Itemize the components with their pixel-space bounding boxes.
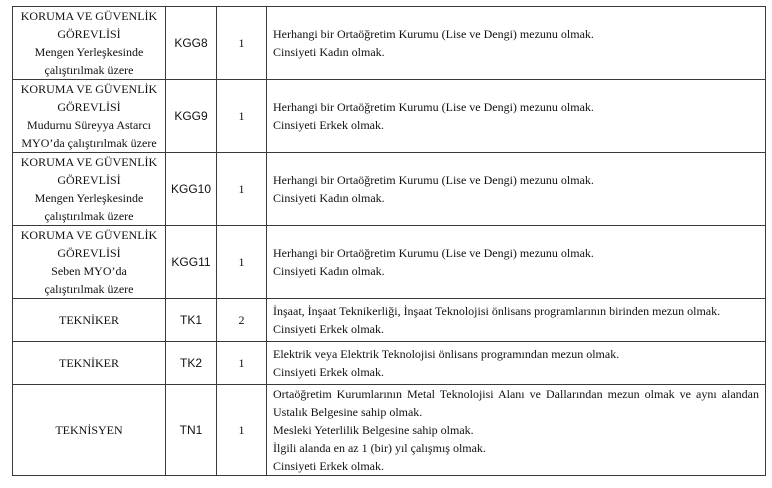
title-line: çalıştırılmak üzere	[44, 209, 134, 223]
position-code-cell: KGG8	[166, 7, 217, 80]
title-line: GÖREVLİSİ	[57, 27, 121, 41]
position-code-cell: TK2	[166, 342, 217, 385]
table-row	[13, 385, 766, 476]
position-title-cell	[13, 226, 166, 299]
title-line: çalıştırılmak üzere	[44, 63, 134, 77]
position-title-cell	[13, 342, 166, 385]
title-line: GÖREVLİSİ	[57, 246, 121, 260]
position-title-cell	[13, 153, 166, 226]
requirement-line: İnşaat, İnşaat Teknikerliği, İnşaat Teknolojisi önlisans programlarının birinden mezun olmak.	[273, 304, 721, 318]
position-code-cell: KGG10	[166, 153, 217, 226]
requirement-line: Mesleki Yeterlilik Belgesine sahip olmak.	[273, 423, 474, 437]
title-line: TEKNİKER	[59, 356, 119, 370]
requirements-cell	[267, 7, 766, 80]
requirements-cell	[267, 299, 766, 342]
title-line: KORUMA VE GÜVENLİK	[20, 155, 158, 169]
title-line: TEKNİKER	[59, 313, 119, 327]
title-line: KORUMA VE GÜVENLİK	[20, 9, 158, 23]
table-row	[13, 226, 766, 299]
requirement-line: Herhangi bir Ortaöğretim Kurumu (Lise ve Dengi) mezunu olmak.	[273, 27, 594, 41]
table-row	[13, 299, 766, 342]
requirement-line: Cinsiyeti Erkek olmak.	[273, 322, 384, 336]
requirements-cell	[267, 342, 766, 385]
position-title-cell	[13, 7, 166, 80]
title-line: çalıştırılmak üzere	[44, 282, 134, 296]
title-line: MYO’da çalıştırılmak üzere	[21, 136, 157, 150]
position-code-cell: KGG11	[166, 226, 217, 299]
table-row	[13, 80, 766, 153]
requirement-line: Ustalık Belgesine sahip olmak.	[273, 405, 423, 419]
position-title-cell	[13, 385, 166, 476]
requirements-cell	[267, 153, 766, 226]
position-count-cell: 1	[217, 80, 267, 153]
title-line: GÖREVLİSİ	[57, 100, 121, 114]
requirements-cell	[267, 226, 766, 299]
position-count-cell: 2	[217, 299, 267, 342]
title-line: KORUMA VE GÜVENLİK	[20, 82, 158, 96]
requirement-line: İlgili alanda en az 1 (bir) yıl çalışmış olmak.	[273, 441, 486, 455]
title-line: GÖREVLİSİ	[57, 173, 121, 187]
requirement-line: Cinsiyeti Kadın olmak.	[273, 45, 385, 59]
position-title-cell	[13, 80, 166, 153]
requirement-line: Cinsiyeti Erkek olmak.	[273, 365, 384, 379]
title-line: Mengen Yerleşkesinde	[34, 191, 144, 205]
table-row	[13, 7, 766, 80]
requirements-cell	[267, 385, 766, 476]
position-count-cell: 1	[217, 153, 267, 226]
title-line: Mudurnu Süreyya Astarcı	[27, 118, 151, 132]
title-line: Seben MYO’da	[51, 264, 127, 278]
position-title-cell	[13, 299, 166, 342]
table-row	[13, 342, 766, 385]
position-code-cell: KGG9	[166, 80, 217, 153]
requirement-line: Herhangi bir Ortaöğretim Kurumu (Lise ve Dengi) mezunu olmak.	[273, 173, 594, 187]
table-row	[13, 153, 766, 226]
title-line: TEKNİSYEN	[55, 423, 123, 437]
requirements-cell	[267, 80, 766, 153]
requirement-line: Cinsiyeti Kadın olmak.	[273, 191, 385, 205]
requirement-line: Ortaöğretim Kurumlarının Metal Teknolojisi Alanı ve Dallarından mezun olmak ve aynı alandan	[273, 387, 759, 401]
title-line: Mengen Yerleşkesinde	[34, 45, 144, 59]
position-count-cell: 1	[217, 7, 267, 80]
requirement-line: Cinsiyeti Kadın olmak.	[273, 264, 385, 278]
position-code-cell: TK1	[166, 299, 217, 342]
requirement-line: Herhangi bir Ortaöğretim Kurumu (Lise ve Dengi) mezunu olmak.	[273, 100, 594, 114]
position-code-cell: TN1	[166, 385, 217, 476]
position-count-cell: 1	[217, 385, 267, 476]
title-line: KORUMA VE GÜVENLİK	[20, 228, 158, 242]
requirement-line: Elektrik veya Elektrik Teknolojisi önlisans programından mezun olmak.	[273, 347, 620, 361]
position-count-cell: 1	[217, 226, 267, 299]
requirement-line: Herhangi bir Ortaöğretim Kurumu (Lise ve Dengi) mezunu olmak.	[273, 246, 594, 260]
requirements-table	[12, 6, 766, 476]
position-count-cell: 1	[217, 342, 267, 385]
requirement-line: Cinsiyeti Erkek olmak.	[273, 118, 384, 132]
requirement-line: Cinsiyeti Erkek olmak.	[273, 459, 384, 473]
